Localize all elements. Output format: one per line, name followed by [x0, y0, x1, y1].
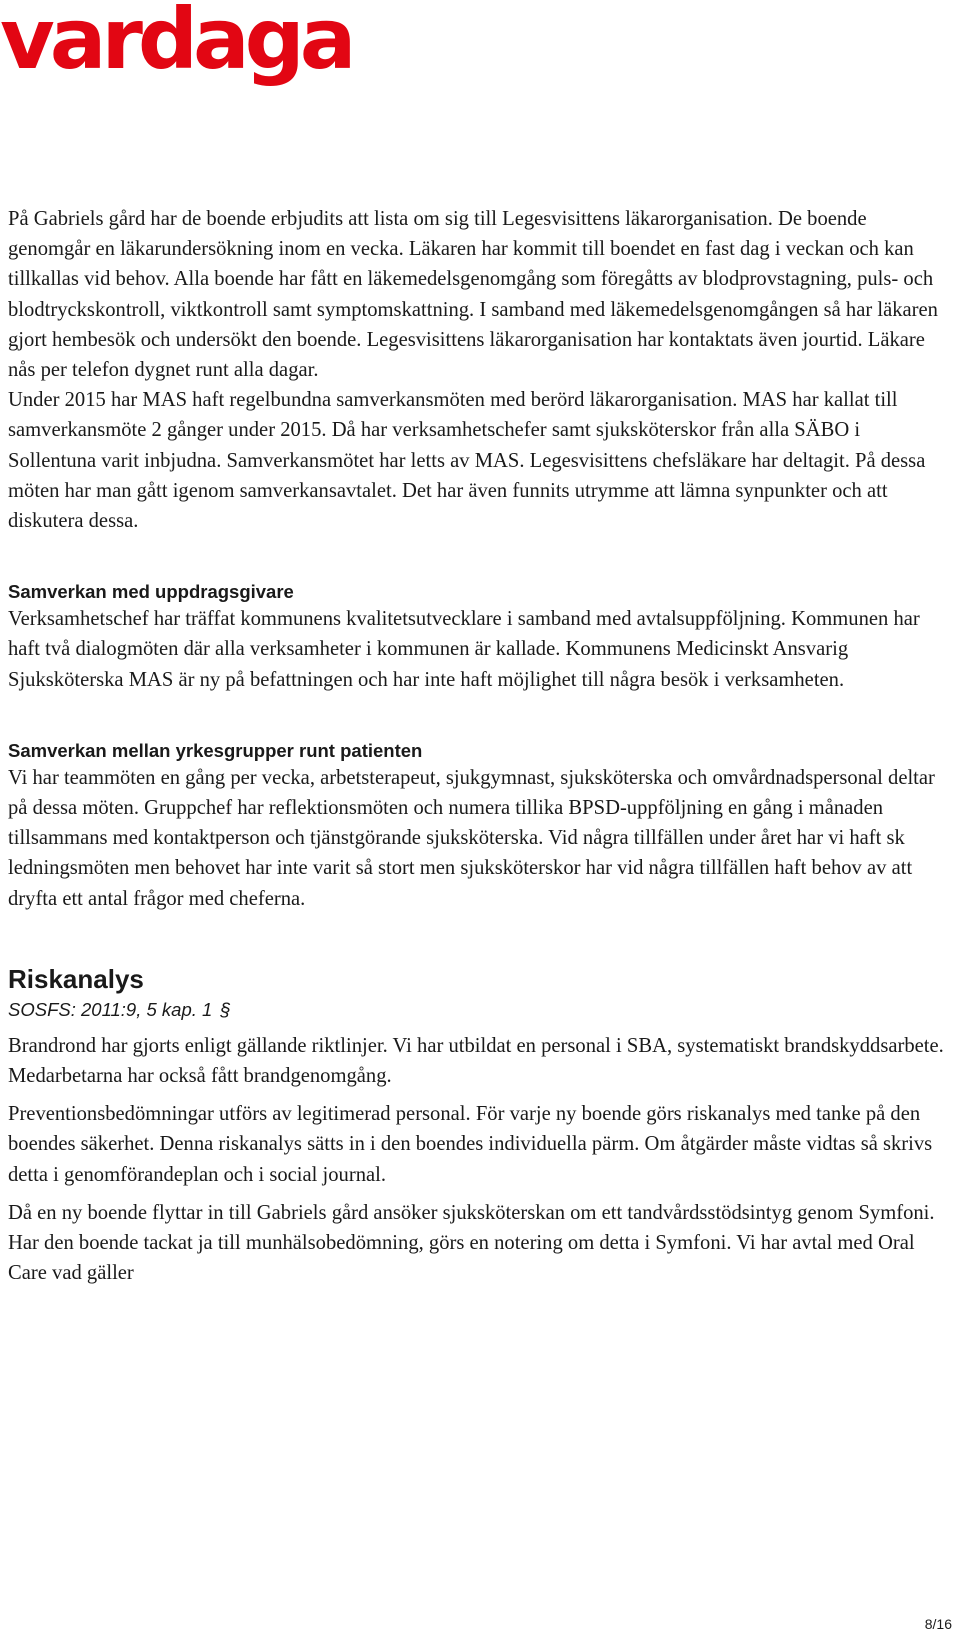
- fire-safety-paragraph: Brandrond har gjorts enligt gällande riktlinjer. Vi har utbildat en personal i SBA, systematiskt brandskyddsarbete. Medarbetarna har också fått brandgenomgång.: [8, 1034, 944, 1088]
- mas-paragraph: Under 2015 har MAS haft regelbundna samverkansmöten med berörd läkarorganisation. MAS har kallat till samverkansmöte 2 gånger under 2015. Då har verksamhetschefer samt sjuksköterskor från alla SÄBO i Sollentuna varit inbjudna. Samverkansmötet har letts av MAS. Legesvisittens chefsläkare har deltagit. På dessa möten har man gått igenom samverkansavtalet. Det har även funnits utrymme att lämna synpunkter och att diskutera dessa.: [8, 389, 926, 533]
- spacer: [8, 536, 953, 580]
- regulation-reference: [8, 997, 953, 1023]
- spacer: [8, 1023, 953, 1031]
- document-body: [8, 204, 953, 1288]
- dental-care-paragraph: Då en ny boende flyttar in till Gabriels gård ansöker sjuksköterskan om ett tandvårdsstödsintyg genom Symfoni. Har den boende tackat ja till munhälsobedömning, görs en notering om detta i Symfoni. Vi har avtal med Oral Care vad gäller: [8, 1201, 935, 1285]
- vardaga-logo-text: vardaga: [0, 0, 352, 88]
- risk-analysis-title: Riskanalys: [8, 963, 144, 994]
- section-sign-icon: §: [220, 998, 231, 1020]
- vardaga-logo-graphic: [0, 0, 352, 88]
- spacer: [8, 914, 953, 964]
- prevention-paragraph: Preventionsbedömningar utförs av legitimerad personal. För varje ny boende görs riskanalys med tanke på den boendes säkerhet. Denna riskanalys sätts in i den boendes individuella pärm. Om åtgärder måste vidtas så skrivs detta i genomförandeplan och i social journal.: [8, 1103, 933, 1186]
- page-number: 8/16: [924, 1616, 952, 1632]
- spacer: [8, 695, 953, 739]
- spacer: [8, 1190, 953, 1198]
- intro-paragraph: På Gabriels gård har de boende erbjudits att lista om sig till Legesvisittens läkarorganisation. De boende genomgår en läkarundersökning inom en vecka. Läkaren har kommit till boendet en fast dag i veckan och kan tillkallas vid behov. Alla boende har fått en läkemedelsgenomgång som föregåtts av blodprovstagning, puls- och blodtryckskontroll, viktkontroll samt symptomskattning. I samband med läkemedelsgenomgången så har läkaren gjort hembesök och undersökt den boende. Legesvisittens läkarorganisation har kontaktats även jourtid. Läkare nås per telefon dygnet runt alla dagar.: [8, 208, 938, 382]
- vardaga-logo: [0, 0, 352, 88]
- client-cooperation-paragraph: Verksamhetschef har träffat kommunens kvalitetsutvecklare i samband med avtalsuppföljning. Kommunen har haft två dialogmöten där alla verksamheter i kommunen är kallade. Kommunens Medicinskt Ansvarig Sjuksköterska MAS är ny på befattningen och har inte haft möjlighet till några besök i verksamheten.: [8, 608, 920, 691]
- client-cooperation-heading: Samverkan med uppdragsgivare: [8, 581, 294, 603]
- professions-cooperation-heading: Samverkan mellan yrkesgrupper runt patienten: [8, 739, 423, 761]
- regulation-reference-text: SOSFS: 2011:9, 5 kap. 1: [8, 998, 213, 1020]
- professions-cooperation-paragraph: Vi har teammöten en gång per vecka, arbetsterapeut, sjukgymnast, sjuksköterska och omvårdnadspersonal deltar på dessa möten. Gruppchef har reflektionsmöten och numera tillika BPSD-uppföljning en gång i månaden tillsammans med kontaktperson och tjänstgörande sjuksköterska. Vid några tillfällen under året har vi haft sk ledningsmöten men behovet har inte varit så stort men sjuksköterskor har vid några tillfällen haft behov av att dryfta ett antal frågor med cheferna.: [8, 766, 935, 910]
- spacer: [8, 1091, 953, 1099]
